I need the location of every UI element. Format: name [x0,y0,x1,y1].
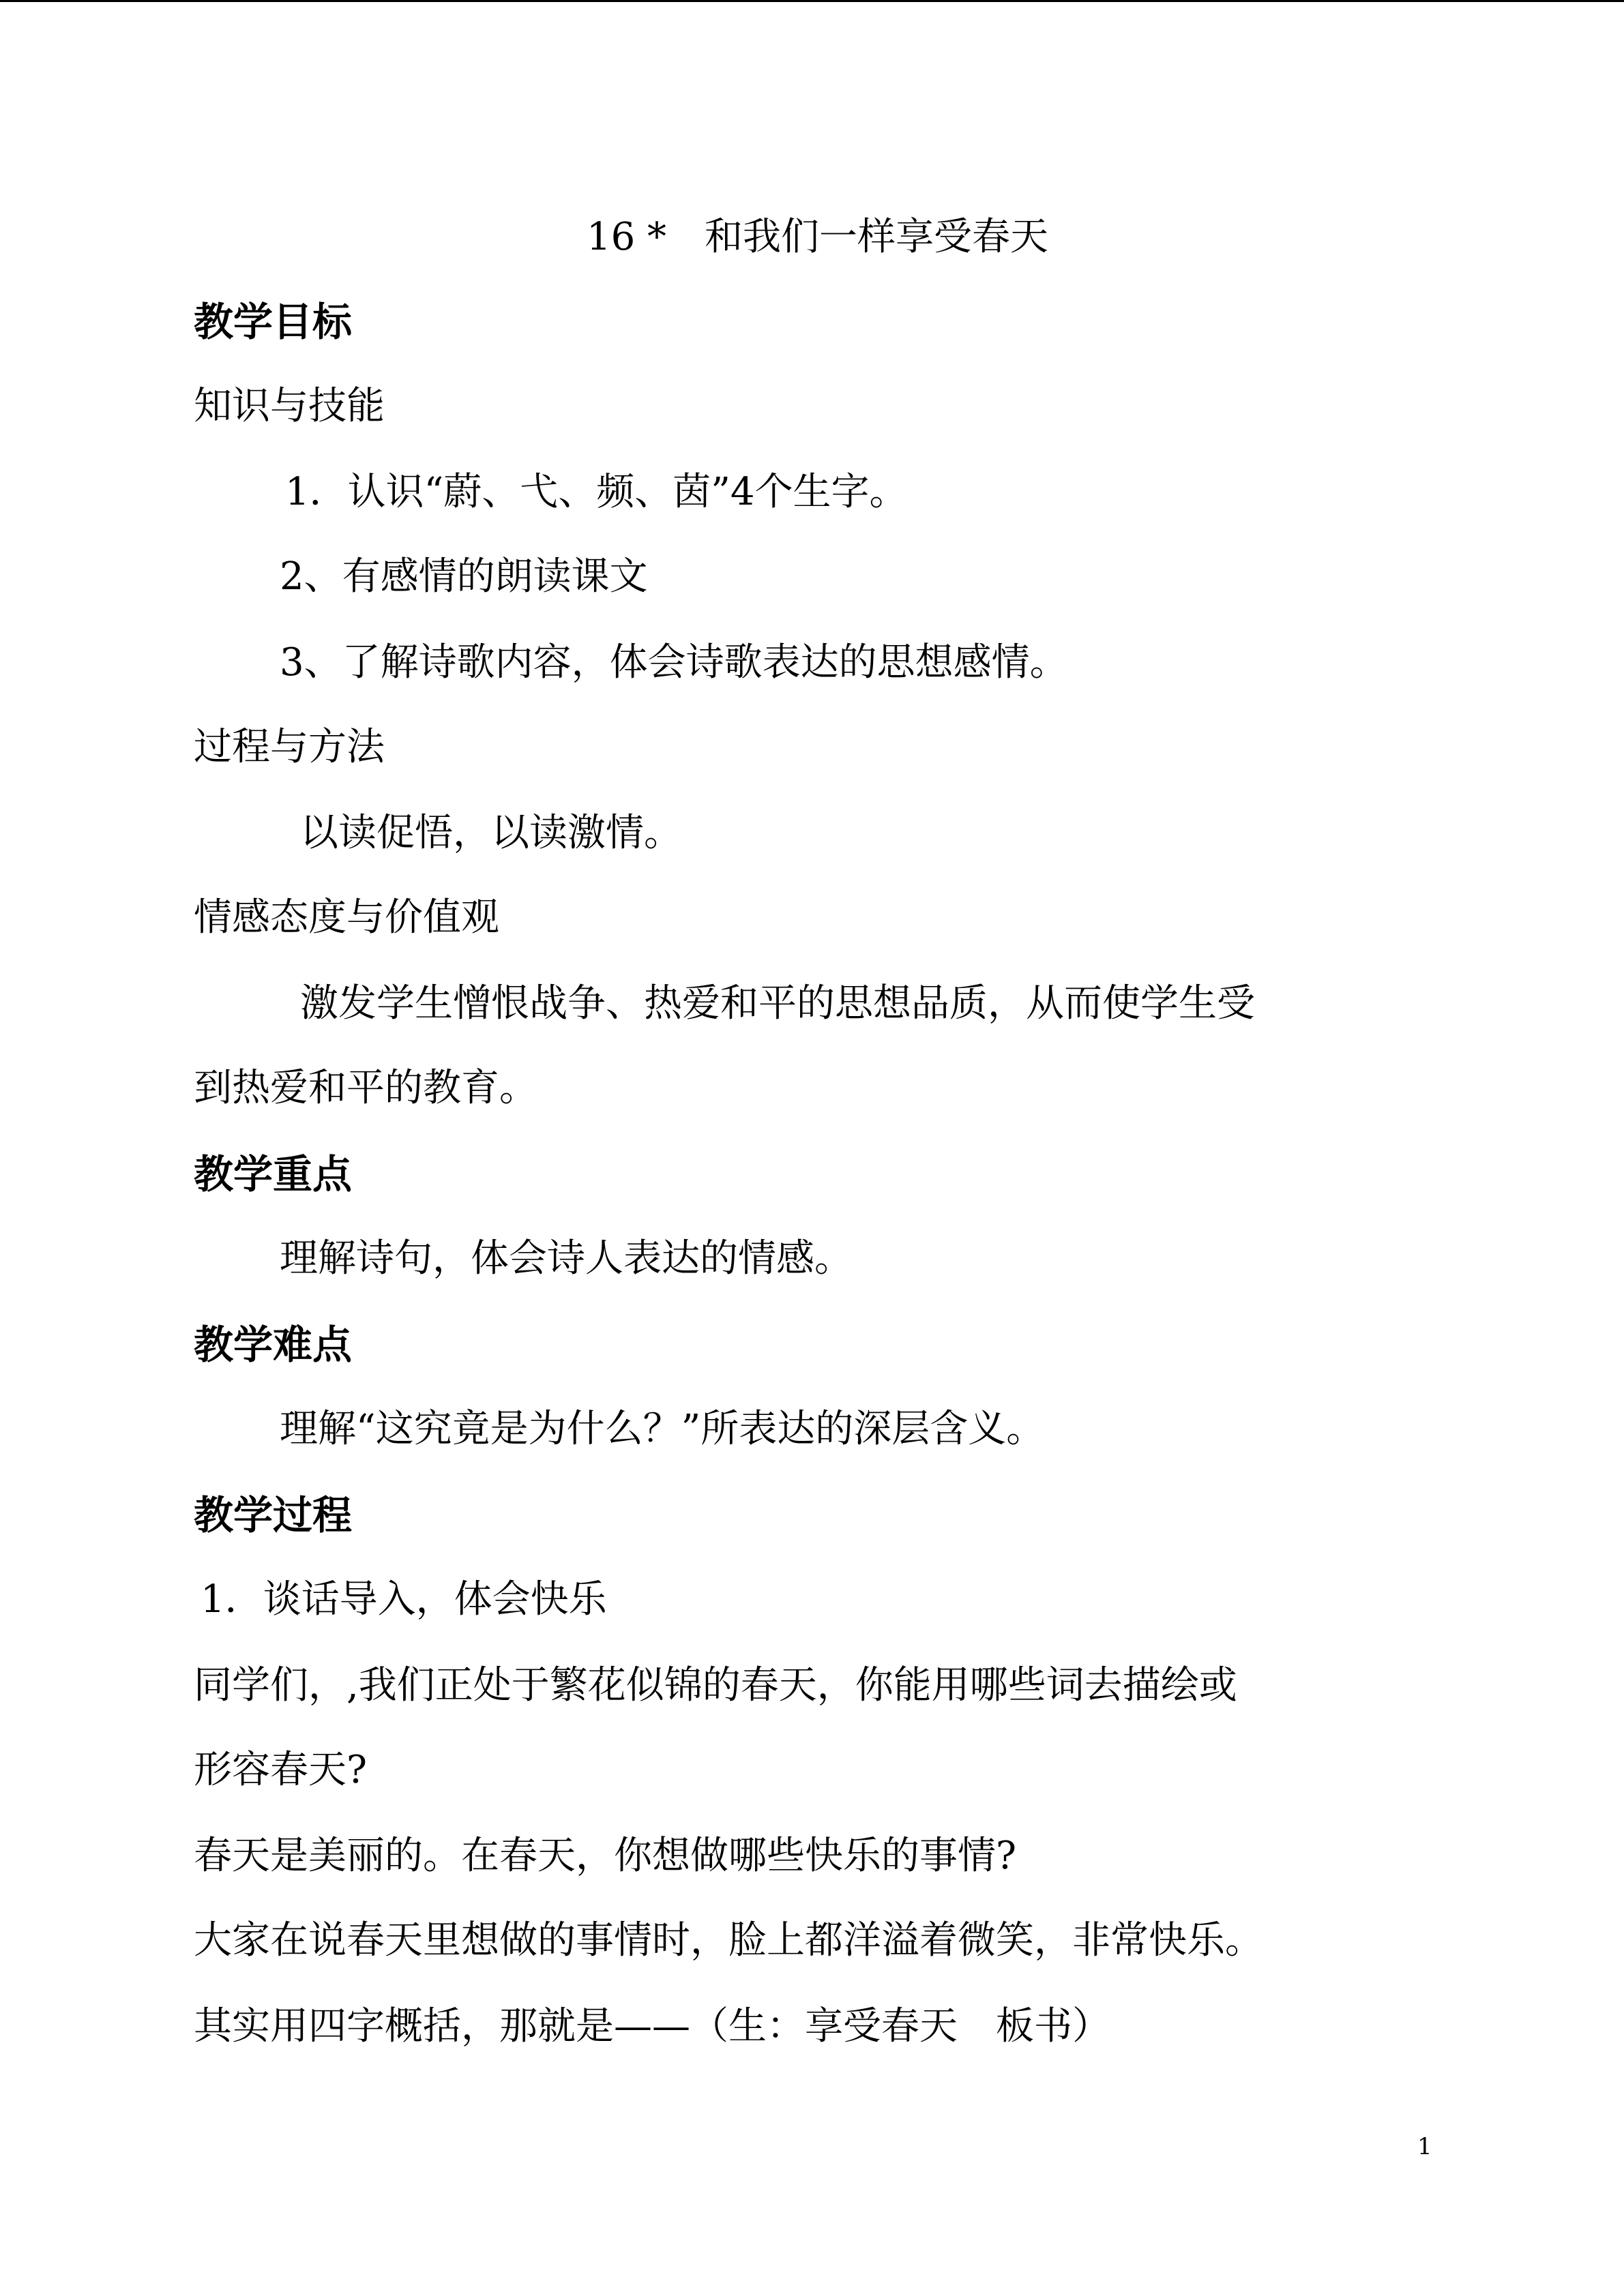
objectives-heading: 教学目标 [194,299,353,345]
step-1-title: 1．谈话导入，体会快乐 [201,1577,607,1622]
knowledge-heading: 知识与技能 [194,384,385,428]
key-points-heading: 教学重点 [194,1151,353,1197]
paragraph-line-4: 大家在说春天里想做的事情时，脸上都洋溢着微笑，非常快乐。 [194,1918,1263,1963]
knowledge-item-1: 1．认识“蔚、弋、频、茵”4个生字。 [285,470,908,514]
page-number: 1 [1417,2133,1432,2160]
knowledge-item-2: 2、有感情的朗读课文 [280,554,648,599]
key-points-text: 理解诗句，体会诗人表达的情感。 [280,1236,853,1281]
paragraph-line-5: 其实用四字概括，那就是——（生：享受春天 板书） [194,2004,1110,2048]
emotion-text-line-2: 到热爱和平的教育。 [194,1066,537,1110]
paragraph-line-1: 同学们，,我们正处于繁花似锦的春天，你能用哪些词去描绘或 [194,1663,1237,1708]
paragraph-line-3: 春天是美丽的。在春天，你想做哪些快乐的事情? [194,1834,1017,1878]
lesson-title: 16 * 和我们一样享受春天 [587,215,1049,259]
emotion-text-line-1: 激发学生憎恨战争、热爱和平的思想品质，从而使学生受 [300,981,1255,1026]
difficulty-heading: 教学难点 [194,1322,353,1368]
knowledge-item-3: 3、了解诗歌内容，体会诗歌表达的思想感情。 [280,640,1068,685]
procedure-heading: 教学过程 [194,1492,353,1538]
process-text: 以读促悟，以读激情。 [300,811,682,855]
emotion-heading: 情感态度与价值观 [194,895,499,940]
process-heading: 过程与方法 [194,725,385,769]
paragraph-line-2: 形容春天? [194,1748,368,1792]
difficulty-text: 理解“这究竟是为什么？”所表达的深层含义。 [280,1407,1045,1451]
